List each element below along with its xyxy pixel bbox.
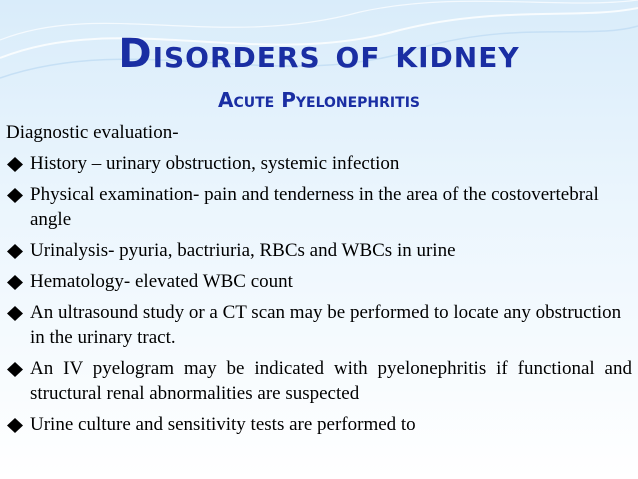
slide-subtitle: Acute Pyelonephritis [218,88,420,112]
diamond-bullet-icon [6,188,24,203]
diagnostic-evaluation-heading: Diagnostic evaluation- [6,122,179,143]
list-item [6,182,632,232]
list-item [6,356,632,406]
diamond-bullet-icon [6,306,24,321]
slide-title: Disorders of kidney [118,31,520,77]
list-item-text: An ultrasound study or a CT scan may be performed to locate any obstruction in the urinary tract. [30,302,622,348]
list-item-text: Physical examination- pain and tenderness in the area of the costovertebral angle [30,184,599,230]
diamond-bullet-icon [6,244,24,259]
list-item [6,269,632,294]
diagnostic-list [6,151,632,443]
diamond-bullet-icon [6,157,24,172]
list-item-text: An IV pyelogram may be indicated with pyelonephritis if functional and structural renal abnormalities are suspected [30,358,632,404]
list-item-text: Urinalysis- pyuria, bactriuria, RBCs and WBCs in urine [30,240,456,261]
list-item [6,412,632,437]
list-item-text: History – urinary obstruction, systemic infection [30,153,400,174]
list-item-text: Hematology- elevated WBC count [30,271,293,292]
list-item [6,300,632,350]
diamond-bullet-icon [6,362,24,377]
list-item [6,238,632,263]
diamond-bullet-icon [6,418,24,433]
list-item-text: Urine culture and sensitivity tests are performed to [30,414,416,435]
diamond-bullet-icon [6,275,24,290]
list-item [6,151,632,176]
